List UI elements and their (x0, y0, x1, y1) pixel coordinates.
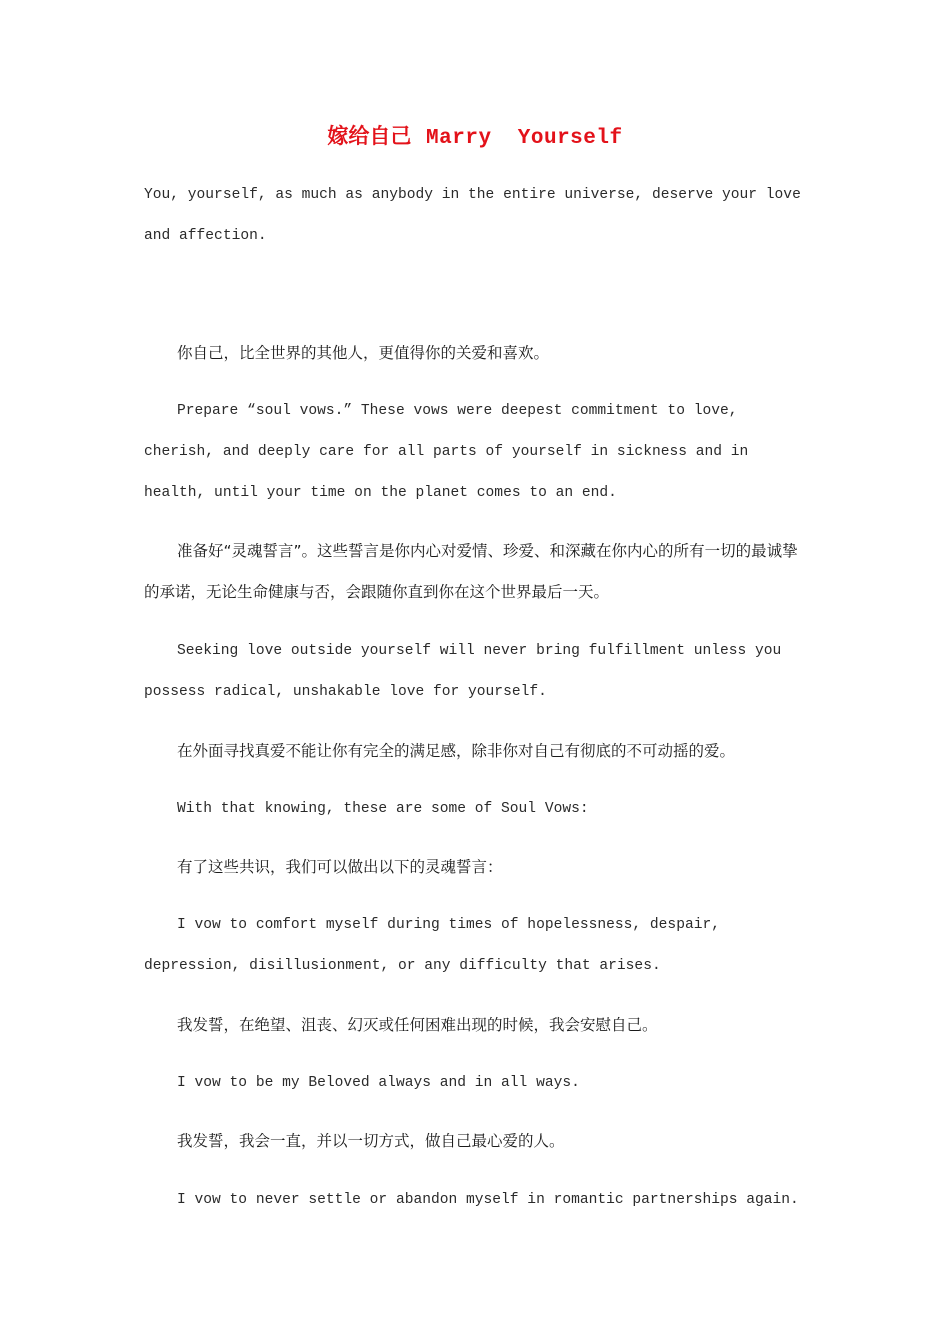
paragraph-knowing-chinese: 有了这些共识，我们可以做出以下的灵魂誓言： (177, 858, 503, 876)
paragraph-knowing-english: With that knowing, these are some of Soul Vows: (177, 801, 589, 817)
paragraph-seeking-love-english: Seeking love outside yourself will never bring fulfillment unless you possess radical, unshakable love for yourself. (144, 643, 782, 700)
paragraph-vow-comfort-english: I vow to comfort myself during times of hopelessness, despair, depression, disillusionment, or any difficulty that arises. (144, 917, 720, 974)
title-english: Marry Yourself (426, 127, 623, 150)
paragraph-vow-comfort-chinese: 我发誓，在绝望、沮丧、幻灭或任何困难出现的时候，我会安慰自己。 (177, 1016, 658, 1034)
paragraph-soul-vows-chinese: 准备好“灵魂誓言”。这些誓言是你内心对爱情、珍爱、和深藏在你内心的所有一切的最诚挚的承诺，无论生命健康与否，会跟随你直到你在这个世界最后一天。 (144, 542, 798, 601)
paragraph-vow-beloved-chinese: 我发誓，我会一直，并以一切方式，做自己最心爱的人。 (177, 1132, 565, 1150)
paragraph-vow-never-settle-english: I vow to never settle or abandon myself in romantic partnerships again. (177, 1192, 799, 1208)
document-title (0, 118, 950, 157)
paragraph-vow-beloved-english: I vow to be my Beloved always and in all ways. (177, 1075, 580, 1091)
paragraph-intro-chinese: 你自己，比全世界的其他人，更值得你的关爱和喜欢。 (177, 344, 550, 362)
paragraph-seeking-love-chinese: 在外面寻找真爱不能让你有完全的满足感，除非你对自己有彻底的不可动摇的爱。 (177, 742, 736, 760)
title-chinese: 嫁给自己 (327, 123, 412, 148)
paragraph-intro-english: You, yourself, as much as anybody in the entire universe, deserve your love and affection. (144, 187, 801, 244)
paragraph-soul-vows-english: Prepare “soul vows.” These vows were deepest commitment to love, cherish, and deeply care for all parts of yourself in sickness and in health, until your time on the planet comes to an end. (144, 403, 749, 501)
